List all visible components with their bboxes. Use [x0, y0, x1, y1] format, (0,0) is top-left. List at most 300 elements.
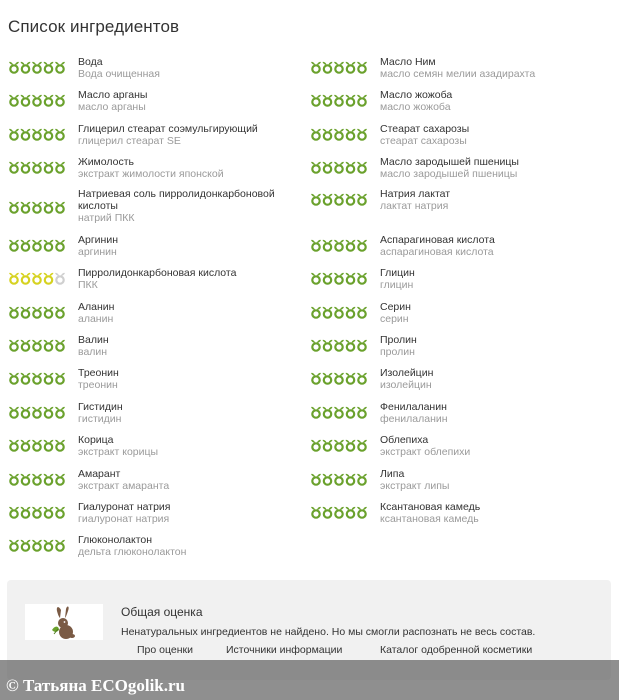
rating-drop-filled-icon [334, 407, 344, 418]
safety-rating [8, 127, 66, 141]
rating-drop-filled-icon [32, 540, 42, 551]
rating-drop-filled-icon [55, 307, 65, 318]
rating-drop-empty-icon [55, 273, 65, 284]
safety-rating [8, 405, 66, 419]
safety-rating [310, 438, 368, 452]
ingredient-name: Амарант [78, 468, 121, 480]
rating-drop-filled-icon [357, 474, 367, 485]
ingredient-text [78, 534, 296, 558]
ingredient-text [380, 56, 598, 80]
ingredient-name: Натриевая соль пирролидонкарбоновой кислоты [78, 188, 275, 212]
rating-drop-filled-icon [357, 62, 367, 73]
rating-drop-filled-icon [311, 62, 321, 73]
ingredient-text [78, 434, 296, 458]
ingredient-name: Аргинин [78, 234, 119, 246]
safety-rating [8, 472, 66, 486]
safety-rating [8, 271, 66, 285]
rating-drop-filled-icon [334, 162, 344, 173]
ingredient-inci-name: серин [380, 313, 409, 325]
ingredient-name: Липа [380, 468, 405, 480]
rating-drop-filled-icon [9, 440, 19, 451]
ingredient-text [78, 367, 296, 391]
ingredient-text [380, 301, 598, 325]
rating-drop-filled-icon [44, 162, 54, 173]
ingredient-text [78, 301, 296, 325]
rating-drop-filled-icon [334, 340, 344, 351]
rating-drops [8, 238, 66, 252]
rabbit-icon [25, 604, 103, 640]
rating-drops [310, 405, 368, 419]
ingredient-name: Изолейцин [380, 367, 434, 379]
rating-drop-filled-icon [44, 95, 54, 106]
safety-rating [310, 127, 368, 141]
ingredient-inci-name: лактат натрия [380, 200, 449, 212]
rating-drop-filled-icon [323, 162, 333, 173]
ingredient-inci-name: фенилаланин [380, 413, 448, 425]
rating-drops [310, 93, 368, 107]
safety-rating [8, 338, 66, 352]
ingredient-inci-name: дельта глюконолактон [78, 546, 187, 558]
rating-drop-filled-icon [346, 273, 356, 284]
rating-drop-filled-icon [311, 507, 321, 518]
rating-drop-filled-icon [32, 162, 42, 173]
safety-rating [310, 192, 368, 206]
rating-drops [310, 505, 368, 519]
ingredient-name: Масло Ним [380, 56, 436, 68]
overall-rating-title: Общая оценка [121, 605, 203, 619]
rating-drop-filled-icon [346, 95, 356, 106]
rating-drop-filled-icon [323, 62, 333, 73]
rating-drop-filled-icon [32, 474, 42, 485]
rating-drop-filled-icon [9, 202, 19, 213]
rating-drop-filled-icon [21, 474, 31, 485]
rating-drop-filled-icon [55, 240, 65, 251]
ingredient-name: Треонин [78, 367, 119, 379]
rating-drops [310, 371, 368, 385]
safety-rating [310, 160, 368, 174]
rating-drop-filled-icon [357, 440, 367, 451]
rating-drop-filled-icon [311, 440, 321, 451]
rating-drop-filled-icon [21, 202, 31, 213]
rating-drop-filled-icon [44, 507, 54, 518]
rating-drop-filled-icon [32, 340, 42, 351]
rating-drop-filled-icon [9, 340, 19, 351]
rating-drops [8, 305, 66, 319]
rating-drop-filled-icon [21, 440, 31, 451]
ingredient-inci-name: масло арганы [78, 101, 146, 113]
watermark-bar [0, 660, 619, 700]
rating-drops [8, 200, 66, 214]
rating-drop-filled-icon [21, 95, 31, 106]
rating-drop-filled-icon [55, 373, 65, 384]
rating-drop-filled-icon [311, 474, 321, 485]
safety-rating [310, 305, 368, 319]
rating-drop-filled-icon [334, 474, 344, 485]
rating-drop-filled-icon [9, 240, 19, 251]
ingredient-inci-name: экстракт жимолости японской [78, 168, 224, 180]
rating-drop-filled-icon [323, 340, 333, 351]
ingredient-inci-name: гистидин [78, 413, 122, 425]
rating-drop-filled-icon [55, 162, 65, 173]
rating-drops [310, 305, 368, 319]
rating-drops [8, 271, 66, 285]
rating-drop-filled-icon [44, 129, 54, 140]
safety-rating [8, 160, 66, 174]
rating-drop-filled-icon [44, 373, 54, 384]
rating-drop-filled-icon [9, 273, 19, 284]
ingredient-name: Облепиха [380, 434, 429, 446]
rating-drop-filled-icon [334, 95, 344, 106]
rating-drop-filled-icon [44, 273, 54, 284]
rating-drop-filled-icon [21, 240, 31, 251]
rating-drop-filled-icon [346, 340, 356, 351]
ingredient-name: Масло зародышей пшеницы [380, 156, 519, 168]
rating-drop-filled-icon [334, 129, 344, 140]
ingredient-text [380, 123, 598, 147]
rating-drop-filled-icon [32, 95, 42, 106]
ingredient-text [380, 234, 598, 258]
safety-rating [310, 505, 368, 519]
rating-drop-filled-icon [21, 62, 31, 73]
rating-drop-filled-icon [32, 240, 42, 251]
rating-drop-filled-icon [346, 129, 356, 140]
safety-rating [310, 60, 368, 74]
rating-drops [8, 538, 66, 552]
rating-drops [8, 371, 66, 385]
ingredient-inci-name: масло зародышей пшеницы [380, 168, 518, 180]
ingredient-inci-name: глицин [380, 279, 414, 291]
ingredient-text [380, 367, 598, 391]
ingredient-text [380, 434, 598, 458]
rating-drop-filled-icon [323, 373, 333, 384]
rating-drop-filled-icon [21, 407, 31, 418]
rating-drop-filled-icon [357, 373, 367, 384]
ingredient-inci-name: гиалуронат натрия [78, 513, 170, 525]
rating-drop-filled-icon [55, 507, 65, 518]
safety-rating [310, 271, 368, 285]
rating-drop-filled-icon [323, 95, 333, 106]
safety-rating [310, 472, 368, 486]
ingredient-name: Жимолость [78, 156, 135, 168]
rating-drop-filled-icon [44, 407, 54, 418]
rating-drop-filled-icon [32, 373, 42, 384]
rating-drops [310, 160, 368, 174]
rating-drop-filled-icon [334, 240, 344, 251]
ingredient-inci-name: валин [78, 346, 108, 358]
rating-drop-filled-icon [311, 194, 321, 205]
rating-drop-filled-icon [357, 194, 367, 205]
safety-rating [310, 371, 368, 385]
rating-drop-filled-icon [21, 507, 31, 518]
rating-drop-filled-icon [55, 202, 65, 213]
ingredient-name: Корица [78, 434, 114, 446]
ingredient-inci-name: пролин [380, 346, 415, 358]
rating-drops [310, 271, 368, 285]
ingredient-text [380, 89, 598, 113]
rating-drop-filled-icon [9, 129, 19, 140]
ingredient-text [380, 267, 598, 291]
ingredient-inci-name: стеарат сахарозы [380, 135, 467, 147]
ingredient-inci-name: экстракт амаранта [78, 480, 170, 492]
ingredient-inci-name: масло жожоба [380, 101, 451, 113]
ingredient-inci-name: аланин [78, 313, 114, 325]
rating-drop-filled-icon [44, 340, 54, 351]
rating-drops [8, 405, 66, 419]
ingredient-name: Гистидин [78, 401, 123, 413]
ingredient-text [78, 468, 296, 492]
safety-rating [310, 93, 368, 107]
rating-drop-filled-icon [32, 273, 42, 284]
rating-drop-filled-icon [357, 162, 367, 173]
rating-drop-filled-icon [346, 507, 356, 518]
ingredient-inci-name: экстракт облепихи [380, 446, 471, 458]
safety-rating [8, 60, 66, 74]
rating-drop-filled-icon [311, 373, 321, 384]
rating-drop-filled-icon [21, 373, 31, 384]
rating-drops [310, 127, 368, 141]
rating-drop-filled-icon [21, 540, 31, 551]
ingredient-name: Вода [78, 56, 103, 68]
safety-rating [310, 405, 368, 419]
ingredient-inci-name: ПКК [78, 279, 98, 291]
rating-drop-filled-icon [323, 273, 333, 284]
rating-drop-filled-icon [357, 273, 367, 284]
safety-rating [8, 438, 66, 452]
rating-drop-filled-icon [44, 540, 54, 551]
ingredient-text [380, 468, 598, 492]
ingredient-inci-name: изолейцин [380, 379, 432, 391]
ingredient-text [78, 156, 296, 180]
safety-rating [310, 338, 368, 352]
rating-drop-filled-icon [9, 507, 19, 518]
approved-catalog-link[interactable]: Каталог одобренной косметики [380, 644, 533, 656]
rating-drop-filled-icon [334, 440, 344, 451]
ingredient-inci-name: треонин [78, 379, 118, 391]
rating-drop-filled-icon [357, 507, 367, 518]
ingredient-text [380, 188, 598, 212]
rating-drops [8, 160, 66, 174]
rating-drop-filled-icon [357, 307, 367, 318]
safety-rating [8, 93, 66, 107]
rating-drop-filled-icon [55, 62, 65, 73]
ingredient-text [78, 501, 296, 525]
rating-drop-filled-icon [32, 129, 42, 140]
ingredient-name: Масло арганы [78, 89, 148, 101]
rating-drop-filled-icon [323, 240, 333, 251]
ingredient-name: Серин [380, 301, 411, 313]
rating-drop-filled-icon [55, 407, 65, 418]
ingredient-name: Стеарат сахарозы [380, 123, 470, 135]
rating-drops [8, 438, 66, 452]
ingredient-text [380, 156, 598, 180]
rating-drop-filled-icon [346, 407, 356, 418]
rating-drop-filled-icon [346, 240, 356, 251]
ingredient-name: Натрия лактат [380, 188, 451, 200]
rating-drop-filled-icon [32, 440, 42, 451]
ingredient-name: Глицерил стеарат соэмульгирующий [78, 123, 258, 135]
rating-drop-filled-icon [21, 162, 31, 173]
ingredient-text [78, 89, 296, 113]
rating-drop-filled-icon [346, 474, 356, 485]
ingredient-text [380, 334, 598, 358]
rating-drop-filled-icon [346, 307, 356, 318]
ingredient-name: Глицин [380, 267, 415, 279]
ingredient-inci-name: экстракт липы [380, 480, 450, 492]
rating-drop-filled-icon [32, 307, 42, 318]
safety-rating [8, 238, 66, 252]
rating-drop-filled-icon [346, 194, 356, 205]
rating-drop-filled-icon [323, 129, 333, 140]
rating-drop-filled-icon [323, 474, 333, 485]
ingredient-inci-name: натрий ПКК [78, 212, 135, 224]
rating-drop-filled-icon [346, 162, 356, 173]
rating-drops [8, 505, 66, 519]
rating-drop-filled-icon [311, 95, 321, 106]
rating-drops [8, 127, 66, 141]
rating-drop-filled-icon [334, 373, 344, 384]
rating-drop-filled-icon [9, 62, 19, 73]
safety-rating [8, 505, 66, 519]
rating-drops [8, 472, 66, 486]
rating-drop-filled-icon [9, 162, 19, 173]
safety-rating [8, 200, 66, 214]
rating-drop-filled-icon [44, 240, 54, 251]
ingredient-name: Глюконолактон [78, 534, 153, 546]
rating-drop-filled-icon [9, 95, 19, 106]
rating-drop-filled-icon [55, 474, 65, 485]
ingredient-inci-name: экстракт корицы [78, 446, 159, 458]
rating-drop-filled-icon [357, 407, 367, 418]
sources-link[interactable]: Источники информации [226, 644, 343, 656]
rating-drop-filled-icon [55, 129, 65, 140]
rating-drop-filled-icon [334, 194, 344, 205]
ingredient-inci-name: масло семян мелии азадирахта [380, 68, 536, 80]
rating-drop-filled-icon [334, 273, 344, 284]
rating-drop-filled-icon [357, 129, 367, 140]
page-title: Список ингредиентов [8, 17, 180, 36]
rating-drop-filled-icon [311, 240, 321, 251]
rating-drop-filled-icon [357, 340, 367, 351]
rating-drop-filled-icon [346, 440, 356, 451]
rating-drops [310, 338, 368, 352]
rating-drop-filled-icon [9, 373, 19, 384]
safety-rating [8, 538, 66, 552]
rating-drop-filled-icon [346, 373, 356, 384]
rating-drop-filled-icon [9, 474, 19, 485]
rating-drop-filled-icon [323, 407, 333, 418]
safety-rating [310, 238, 368, 252]
ingredient-name: Пирролидонкарбоновая кислота [78, 267, 237, 279]
rating-drop-filled-icon [311, 129, 321, 140]
rating-drops [8, 93, 66, 107]
rating-drops [310, 438, 368, 452]
ingredient-text [78, 401, 296, 425]
watermark-text: © Татьяна ECOgolik.ru [6, 676, 185, 695]
overall-rating-text: Ненатуральных ингредиентов не найдено. Но мы смогли распознать не весь состав. [121, 626, 536, 638]
rating-drop-filled-icon [311, 307, 321, 318]
ingredient-text [380, 501, 598, 525]
rating-drop-filled-icon [346, 62, 356, 73]
rating-drop-filled-icon [311, 407, 321, 418]
rating-drop-filled-icon [334, 307, 344, 318]
ingredient-text [78, 188, 296, 224]
rating-drop-filled-icon [55, 440, 65, 451]
rating-drop-filled-icon [32, 407, 42, 418]
rating-drop-filled-icon [55, 95, 65, 106]
ingredient-name: Гиалуронат натрия [78, 501, 171, 513]
rating-drops [310, 238, 368, 252]
rating-drop-filled-icon [32, 62, 42, 73]
rating-drop-filled-icon [334, 62, 344, 73]
ingredient-name: Масло жожоба [380, 89, 453, 101]
rating-drop-filled-icon [44, 62, 54, 73]
rating-drop-filled-icon [44, 440, 54, 451]
rating-drop-filled-icon [9, 307, 19, 318]
safety-rating [8, 305, 66, 319]
ingredient-name: Пролин [380, 334, 417, 346]
rating-drop-filled-icon [357, 95, 367, 106]
ingredient-inci-name: аргинин [78, 246, 117, 258]
rating-drop-filled-icon [357, 240, 367, 251]
ingredient-name: Валин [78, 334, 109, 346]
rating-drop-filled-icon [21, 340, 31, 351]
rating-drop-filled-icon [323, 507, 333, 518]
rating-drop-filled-icon [323, 307, 333, 318]
ingredient-text [78, 334, 296, 358]
rating-drop-filled-icon [334, 507, 344, 518]
rating-drop-filled-icon [323, 440, 333, 451]
ingredient-name: Ксантановая камедь [380, 501, 481, 513]
about-ratings-link[interactable]: Про оценки [137, 644, 193, 656]
ingredient-inci-name: аспарагиновая кислота [380, 246, 494, 258]
rating-drop-filled-icon [323, 194, 333, 205]
rabbit-logo [25, 604, 103, 640]
rating-drop-filled-icon [9, 540, 19, 551]
rating-drop-filled-icon [21, 129, 31, 140]
rating-drop-filled-icon [311, 162, 321, 173]
rating-drop-filled-icon [44, 307, 54, 318]
rating-drop-filled-icon [32, 507, 42, 518]
rating-drops [8, 60, 66, 74]
rating-drop-filled-icon [311, 340, 321, 351]
rating-drop-filled-icon [55, 540, 65, 551]
rating-drops [310, 192, 368, 206]
ingredient-text [78, 267, 296, 291]
ingredient-inci-name: Вода очищенная [78, 68, 160, 80]
safety-rating [8, 371, 66, 385]
ingredient-inci-name: глицерил стеарат SE [78, 135, 181, 147]
ingredient-name: Фенилаланин [380, 401, 447, 413]
rating-drop-filled-icon [44, 202, 54, 213]
rating-drop-filled-icon [44, 474, 54, 485]
rating-drop-filled-icon [21, 307, 31, 318]
rating-drop-filled-icon [21, 273, 31, 284]
rating-drops [8, 338, 66, 352]
ingredient-text [78, 56, 296, 80]
ingredient-name: Аланин [78, 301, 115, 313]
ingredient-inci-name: ксантановая камедь [380, 513, 479, 525]
rating-drop-filled-icon [9, 407, 19, 418]
rating-drops [310, 472, 368, 486]
ingredient-name: Аспарагиновая кислота [380, 234, 495, 246]
rating-drop-filled-icon [311, 273, 321, 284]
ingredient-text [78, 234, 296, 258]
ingredient-text [380, 401, 598, 425]
rating-drop-filled-icon [32, 202, 42, 213]
rating-drops [310, 60, 368, 74]
ingredient-text [78, 123, 296, 147]
rating-drop-filled-icon [55, 340, 65, 351]
